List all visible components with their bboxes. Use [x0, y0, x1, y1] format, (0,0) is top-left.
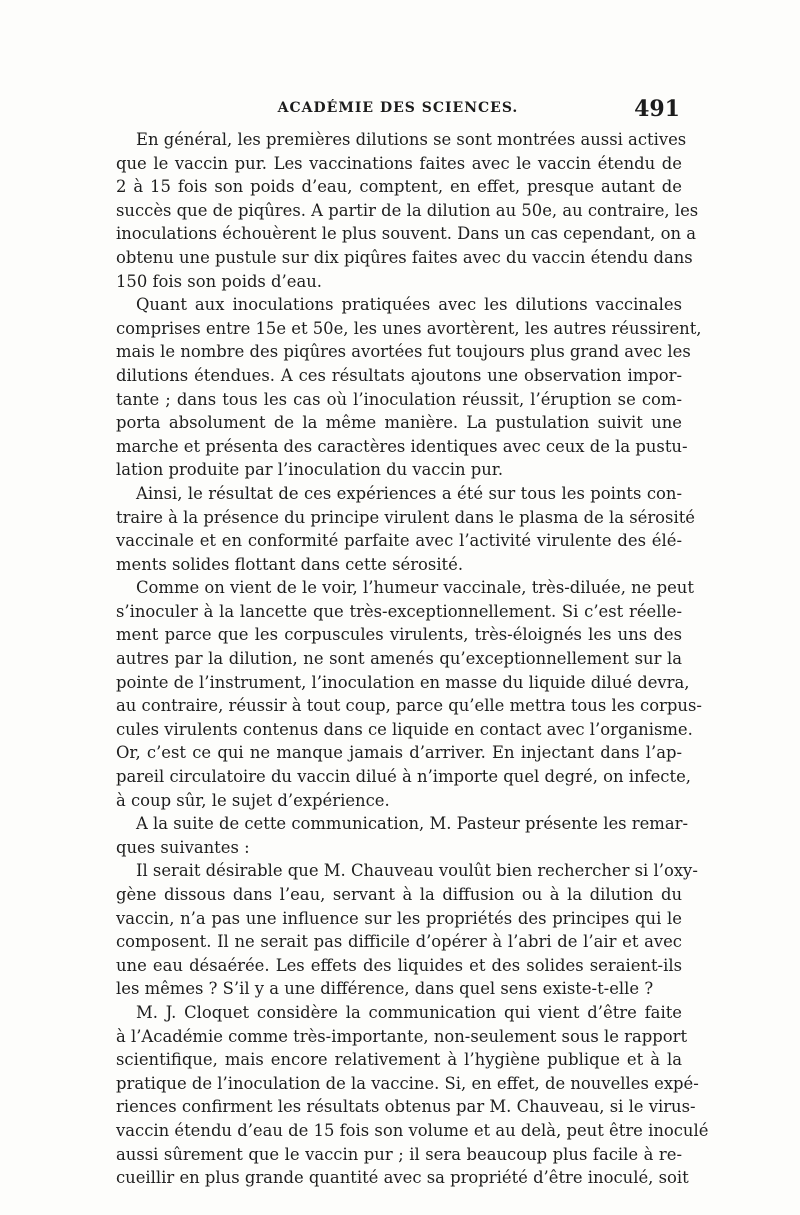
- text-line: à l’Académie comme très-importante, non-seulement sous le rapport: [116, 1026, 688, 1046]
- body-text: [116, 128, 709, 1190]
- text-line: 2 à 15 fois son poids d’eau, comptent, en effet, presque autant de: [116, 177, 682, 197]
- text-line: pointe de l’instrument, l’inoculation en masse du liquide dilué devra,: [116, 672, 690, 692]
- text-line: aussi sûrement que le vaccin pur ; il sera beaucoup plus facile à re-: [116, 1144, 682, 1164]
- text-line: comprises entre 15e et 50e, les unes avortèrent, les autres réussirent,: [116, 318, 702, 338]
- text-line: vaccin étendu d’eau de 15 fois son volume et au delà, peut être inoculé: [116, 1120, 709, 1140]
- page-header: [116, 96, 680, 124]
- text-line: ment parce que les corpuscules virulents, très-éloignés les uns des: [116, 625, 682, 645]
- paragraph: [116, 482, 695, 576]
- text-line: autres par la dilution, ne sont amenés qu’exceptionnellement sur la: [116, 649, 682, 669]
- text-line: tante ; dans tous les cas où l’inoculation réussit, l’éruption se com-: [116, 389, 682, 409]
- paragraph: [116, 859, 698, 1001]
- text-line: au contraire, réussir à tout coup, parce qu’elle mettra tous les corpus-: [116, 696, 702, 716]
- text-line: inoculations échouèrent le plus souvent. Dans un cas cependant, on a: [116, 224, 697, 244]
- text-line: marche et présenta des caractères identiques avec ceux de la pustu-: [116, 436, 688, 456]
- text-line: que le vaccin pur. Les vaccinations faites avec le vaccin étendu de: [116, 153, 682, 173]
- paragraph: [116, 293, 702, 482]
- text-line: cueillir en plus grande quantité avec sa propriété d’être inoculé, soit: [116, 1168, 689, 1188]
- text-line: scientifique, mais encore relativement à l’hygiène publique et à la: [116, 1050, 682, 1070]
- text-line: vaccinale et en conformité parfaite avec l’activité virulente des élé-: [116, 531, 682, 551]
- text-line: En général, les premières dilutions se sont montrées aussi actives: [136, 130, 687, 149]
- text-line: succès que de piqûres. A partir de la dilution au 50e, au contraire, les: [116, 200, 699, 220]
- paragraph: [116, 1001, 709, 1190]
- text-line: 150 fois son poids d’eau.: [116, 271, 322, 291]
- text-line: lation produite par l’inoculation du vaccin pur.: [116, 460, 504, 480]
- text-line: dilutions étendues. A ces résultats ajoutons une observation impor-: [116, 365, 682, 385]
- paragraph: [116, 128, 699, 293]
- text-line: Il serait désirable que M. Chauveau voulût bien rechercher si l’oxy-: [136, 861, 698, 881]
- text-line: traire à la présence du principe virulent dans le plasma de la sérosité: [116, 507, 695, 527]
- text-line: gène dissous dans l’eau, servant à la diffusion ou à la dilution du: [116, 885, 682, 904]
- text-line: pareil circulatoire du vaccin dilué à n’importe quel degré, on infecte,: [116, 767, 691, 787]
- text-line: Quant aux inoculations pratiquées avec les dilutions vaccinales: [136, 295, 682, 315]
- text-line: M. J. Cloquet considère la communication qui vient d’être faite: [136, 1002, 682, 1022]
- text-line: Ainsi, le résultat de ces expériences a été sur tous les points con-: [136, 483, 682, 503]
- paragraph: [116, 812, 688, 859]
- text-line: porta absolument de la même manière. La pustulation suivit une: [116, 413, 682, 433]
- running-title: ACADÉMIE DES SCIENCES.: [277, 100, 519, 116]
- text-line: mais le nombre des piqûres avortées fut toujours plus grand avec les: [116, 342, 691, 362]
- text-line: vaccin, n’a pas une influence sur les propriétés des principes qui le: [116, 908, 682, 928]
- text-line: les mêmes ? S’il y a une différence, dans quel sens existe-t-elle ?: [116, 979, 654, 999]
- text-line: ques suivantes :: [116, 837, 250, 857]
- text-line: Or, c’est ce qui ne manque jamais d’arriver. En injectant dans l’ap-: [116, 743, 682, 763]
- text-line: riences confirment les résultats obtenus par M. Chauveau, si le virus-: [116, 1097, 696, 1117]
- page-number: 491: [634, 96, 680, 122]
- text-line: A la suite de cette communication, M. Pasteur présente les remar-: [136, 814, 688, 834]
- text-line: composent. Il ne serait pas difficile d’opérer à l’abri de l’air et avec: [116, 932, 682, 952]
- text-line: obtenu une pustule sur dix piqûres faites avec du vaccin étendu dans: [116, 247, 693, 267]
- text-line: à coup sûr, le sujet d’expérience.: [116, 790, 390, 810]
- text-line: cules virulents contenus dans ce liquide en contact avec l’organisme.: [116, 719, 693, 739]
- paragraph: [116, 576, 702, 812]
- text-line: pratique de l’inoculation de la vaccine. Si, en effet, de nouvelles expé-: [116, 1073, 699, 1093]
- text-line: ments solides flottant dans cette sérosité.: [116, 554, 464, 574]
- text-line: Comme on vient de le voir, l’humeur vaccinale, très-diluée, ne peut: [136, 578, 694, 598]
- text-line: une eau désaérée. Les effets des liquides et des solides seraient-ils: [116, 955, 682, 975]
- text-line: s’inoculer à la lancette que très-exceptionnellement. Si c’est réelle-: [116, 601, 682, 621]
